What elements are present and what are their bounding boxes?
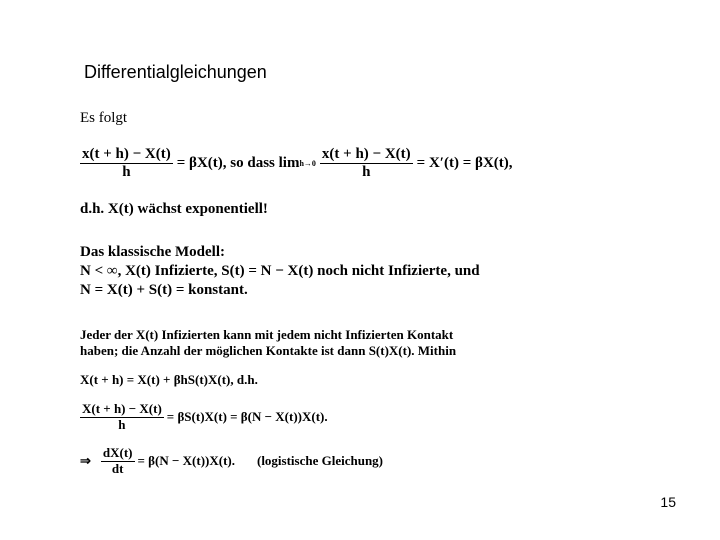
- exponential-growth-text: d.h. X(t) wächst exponentiell!: [80, 201, 268, 217]
- equation-1-middle: = βX(t), so dass lim: [176, 155, 300, 172]
- fraction-1-numerator: x(t + h) − X(t): [80, 146, 173, 164]
- fraction-4-denominator: dt: [111, 460, 124, 476]
- fraction-2-denominator: h: [362, 164, 371, 181]
- fraction-2-numerator: x(t + h) − X(t): [320, 146, 413, 164]
- contact-line-2: haben; die Anzahl der möglichen Kontakte ist dann S(t)X(t). Mithin: [80, 343, 457, 358]
- logistic-equation-note: (logistische Gleichung): [256, 453, 384, 469]
- implies-arrow: ⇒: [80, 453, 91, 469]
- model-line-2: N = X(t) + S(t) = konstant.: [80, 282, 248, 298]
- equation-1-tail: = X′(t) = βX(t),: [416, 155, 513, 172]
- contact-paragraph: [80, 327, 456, 359]
- model-heading: Das klassische Modell:: [80, 244, 226, 260]
- fraction-3: [80, 402, 164, 433]
- fraction-4-numerator: dX(t): [102, 445, 133, 460]
- fraction-2: [320, 146, 413, 182]
- page-number: 15: [660, 494, 676, 510]
- equation-difference-quotient: [80, 146, 513, 182]
- equation-4-tail: = β(N − X(t))X(t).: [137, 453, 235, 469]
- contact-line-1: Jeder der X(t) Infizierten kann mit jedem nicht Infizierten Kontakt: [80, 327, 454, 342]
- equation-logistic-differential: [80, 446, 383, 477]
- equation-3-tail: = βS(t)X(t) = β(N − X(t))X(t).: [166, 409, 328, 425]
- slide-title: Differentialgleichungen: [84, 62, 267, 82]
- fraction-4: [101, 446, 135, 477]
- equation-logistic-difference: [80, 402, 328, 433]
- limit-subscript: h→0: [299, 159, 316, 169]
- fraction-1: [80, 146, 173, 182]
- es-folgt-text: Es folgt: [80, 110, 128, 126]
- classical-model-block: [80, 243, 480, 300]
- model-line-1: N < ∞, X(t) Infizierte, S(t) = N − X(t) noch nicht Infizierte, und: [80, 263, 480, 279]
- fraction-1-denominator: h: [122, 164, 131, 181]
- fraction-3-numerator: X(t + h) − X(t): [82, 401, 162, 416]
- fraction-3-denominator: h: [118, 416, 126, 432]
- equation-recurrence: X(t + h) = X(t) + βhS(t)X(t), d.h.: [80, 372, 258, 387]
